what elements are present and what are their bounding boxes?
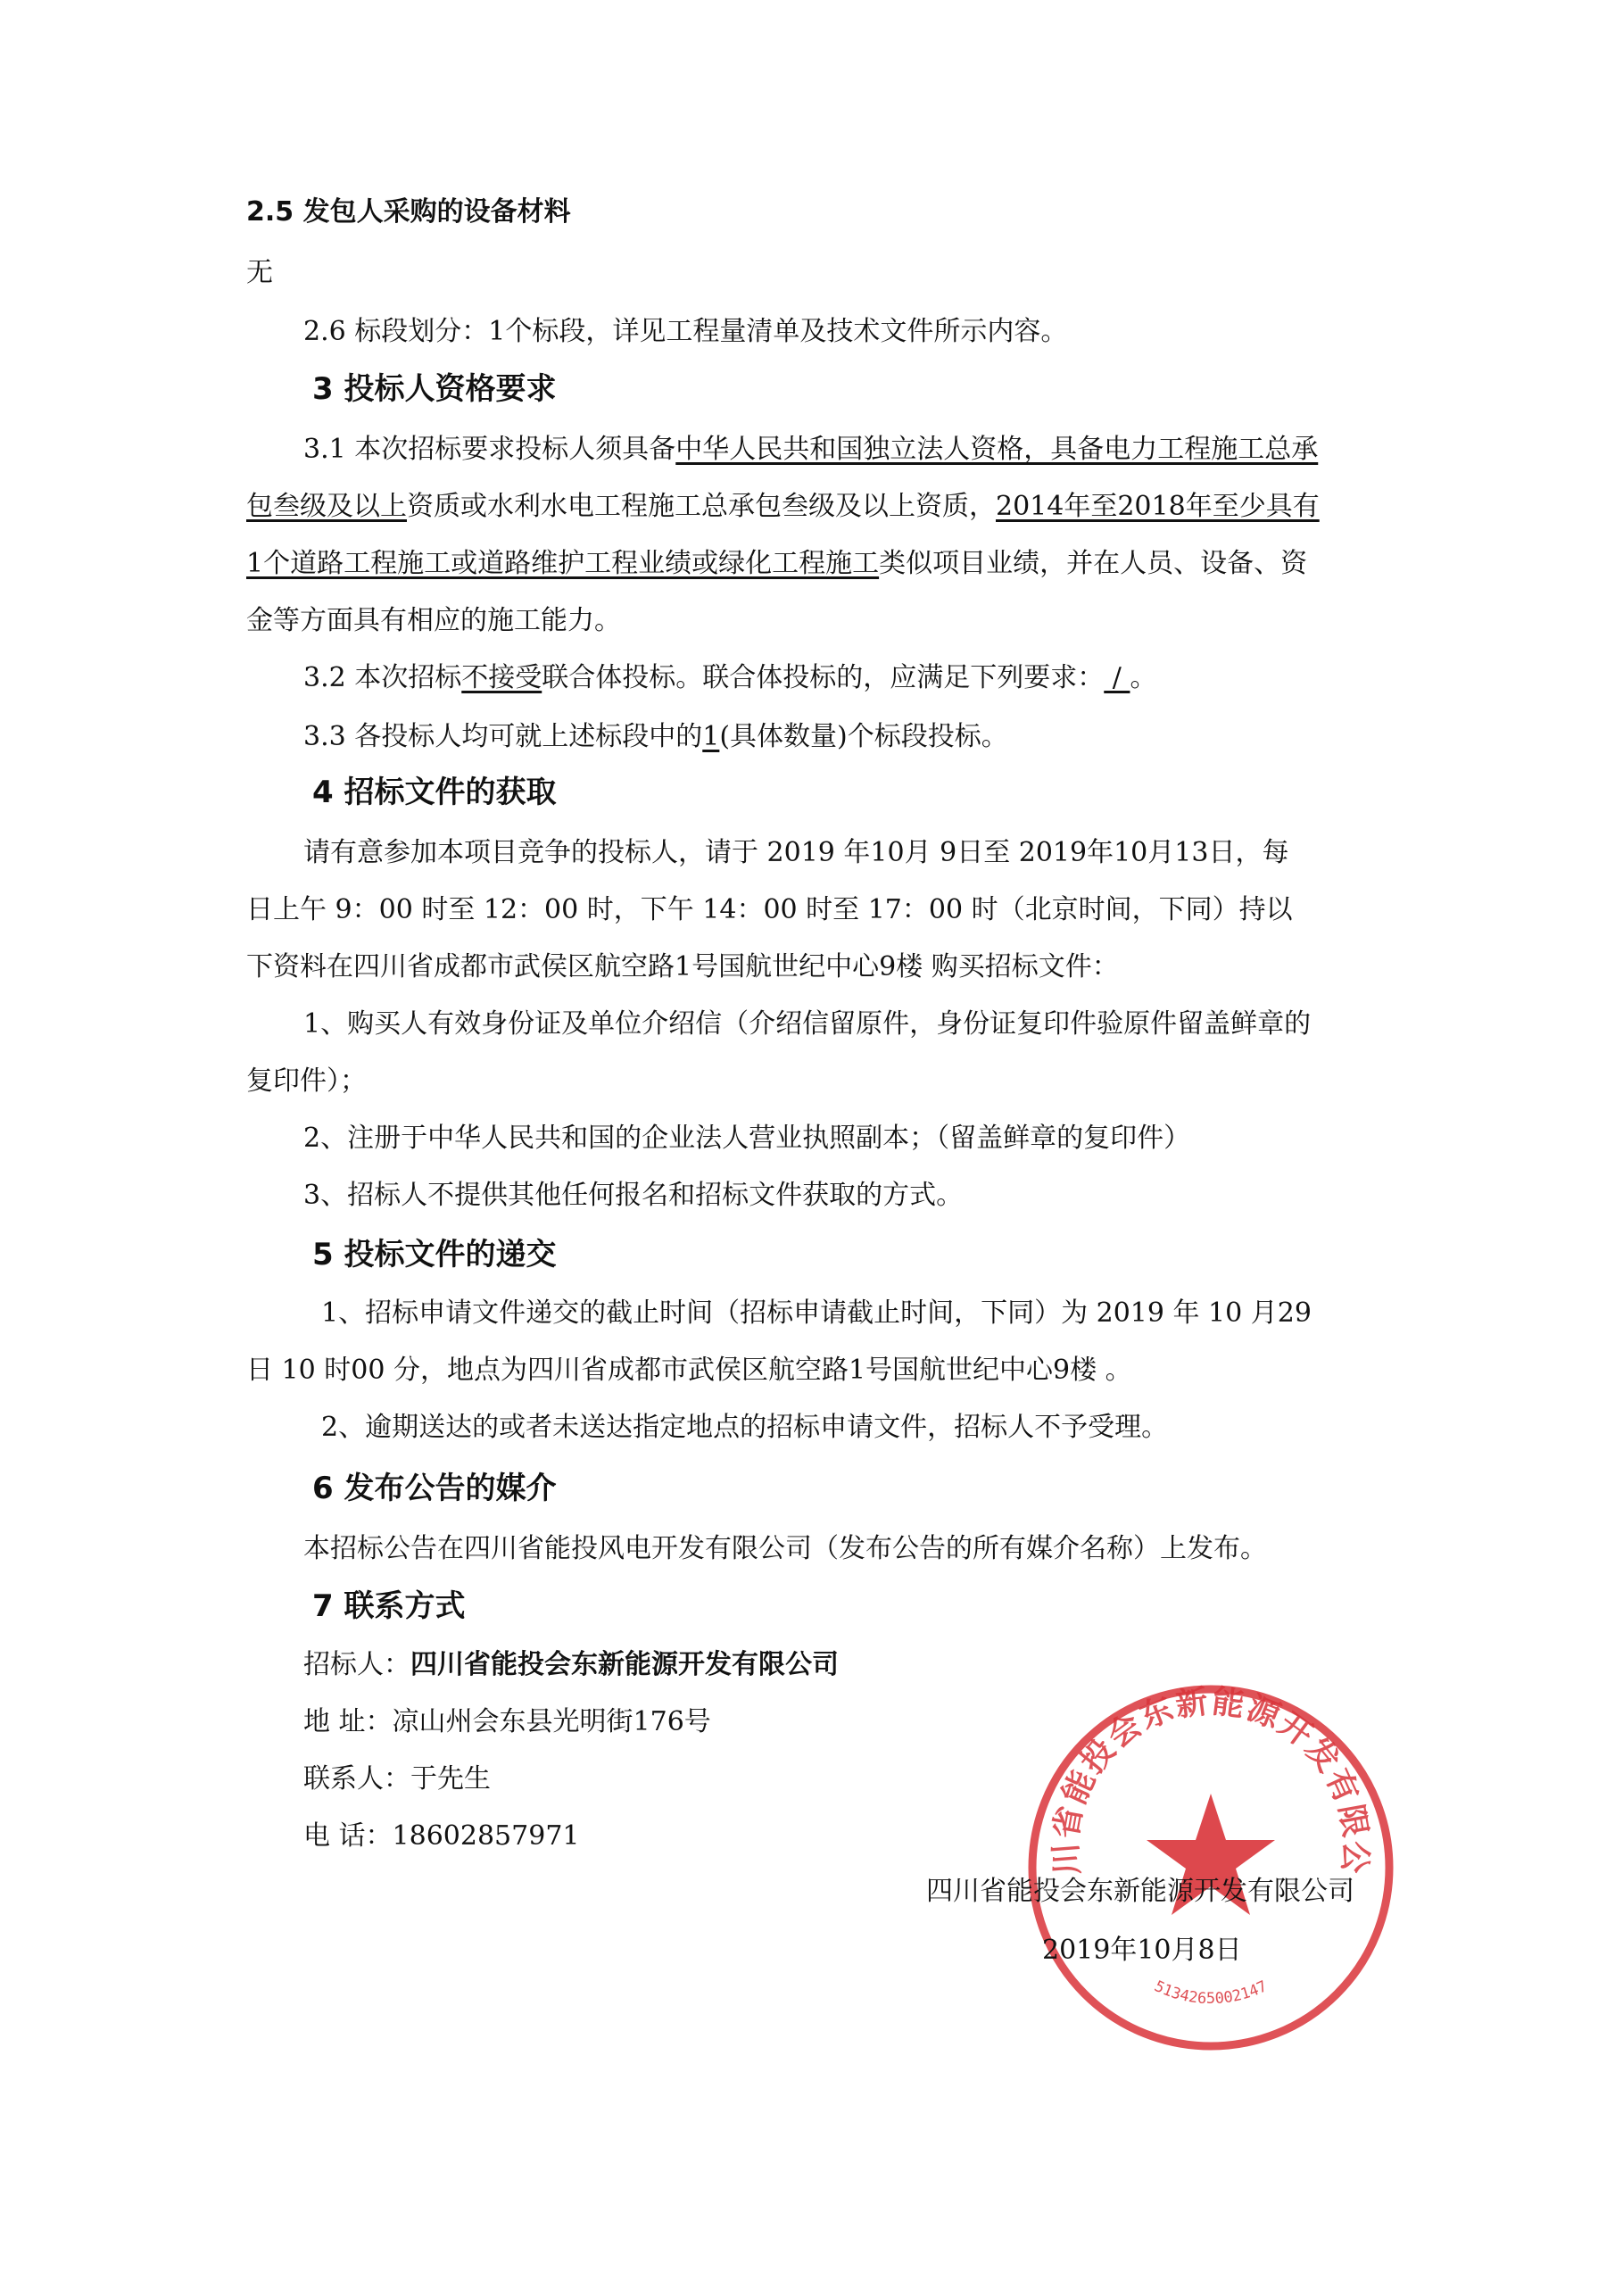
official-seal (1019, 1676, 1403, 2060)
section-4-item-3: 3、招标人不提供其他任何报名和招标文件获取的方式。 (303, 1180, 964, 1211)
section-5-heading: 5 投标文件的递交 (312, 1237, 557, 1272)
contact-phone: 电 话：18602857971 (303, 1820, 580, 1852)
seal-text: 川省能投会东新能源开发有限公 (1047, 1683, 1374, 1877)
section-5-item-1b: 日 10 时00 分，地点为四川省成都市武侯区航空路1号国航世纪中心9楼 。 (246, 1355, 1132, 1386)
section-4-item-2: 2、注册于中华人民共和国的企业法人营业执照副本；（留盖鲜章的复印件） (303, 1123, 1191, 1154)
contact-tenderer: 招标人：四川省能投会东新能源开发有限公司 (303, 1649, 839, 1680)
section-2-5-heading: 2.5 发包人采购的设备材料 (246, 196, 571, 228)
section-3-3: 3.3 各投标人均可就上述标段中的1(具体数量)个标段投标。 (303, 721, 1008, 752)
section-5-item-2: 2、逾期送达的或者未送达指定地点的招标申请文件，招标人不予受理。 (321, 1412, 1169, 1443)
section-2-5-content: 无 (246, 257, 273, 288)
section-7-heading: 7 联系方式 (312, 1588, 466, 1624)
svg-text:5134265002147 (1152, 1977, 1271, 2008)
contact-address: 地 址：凉山州会东县光明街176号 (303, 1706, 711, 1737)
signature-company: 四川省能投会东新能源开发有限公司 (926, 1876, 1354, 1907)
section-3-1-line-1: 3.1 本次招标要求投标人须具备中华人民共和国独立法人资格，具备电力工程施工总承 (303, 434, 1319, 465)
seal-code: 5134265002147 (1151, 1977, 1271, 2009)
section-2-6: 2.6 标段划分：1个标段，详见工程量清单及技术文件所示内容。 (303, 316, 1068, 347)
section-3-heading: 3 投标人资格要求 (312, 371, 557, 407)
section-4-item-1b: 复印件）； (246, 1065, 367, 1097)
section-4-line-1: 请有意参加本项目竞争的投标人，请于 2019 年10月 9日至 2019年10月13日，每 (303, 837, 1289, 868)
section-6-heading: 6 发布公告的媒介 (312, 1471, 557, 1506)
section-5-item-1a: 1、招标申请文件递交的截止时间（招标申请截止时间，下同）为 2019 年 10 月29 (321, 1297, 1312, 1329)
section-3-2: 3.2 本次招标不接受联合体投标。联合体投标的，应满足下列要求： / 。 (303, 662, 1157, 693)
signature-date: 2019年10月8日 (1042, 1935, 1242, 1966)
section-4-heading: 4 招标文件的获取 (312, 775, 557, 810)
section-6-content: 本招标公告在四川省能投风电开发有限公司（发布公告的所有媒介名称）上发布。 (303, 1533, 1267, 1564)
section-4-item-1a: 1、购买人有效身份证及单位介绍信（介绍信留原件，身份证复印件验原件留盖鲜章的 (303, 1008, 1312, 1040)
section-3-1-line-3: 1个道路工程施工或道路维护工程业绩或绿化工程施工类似项目业绩，并在人员、设备、资 (246, 548, 1308, 579)
section-4-line-2: 日上午 9：00 时至 12：00 时，下午 14：00 时至 17：00 时（北京时间，下同）持以 (246, 894, 1293, 925)
contact-person: 联系人：于先生 (303, 1763, 491, 1795)
section-4-line-3: 下资料在四川省成都市武侯区航空路1号国航世纪中心9楼 购买招标文件： (246, 951, 1119, 982)
section-3-1-line-4: 金等方面具有相应的施工能力。 (246, 605, 621, 636)
section-3-1-line-2: 包叁级及以上资质或水利水电工程施工总承包叁级及以上资质，2014年至2018年至少具有 (246, 491, 1320, 522)
